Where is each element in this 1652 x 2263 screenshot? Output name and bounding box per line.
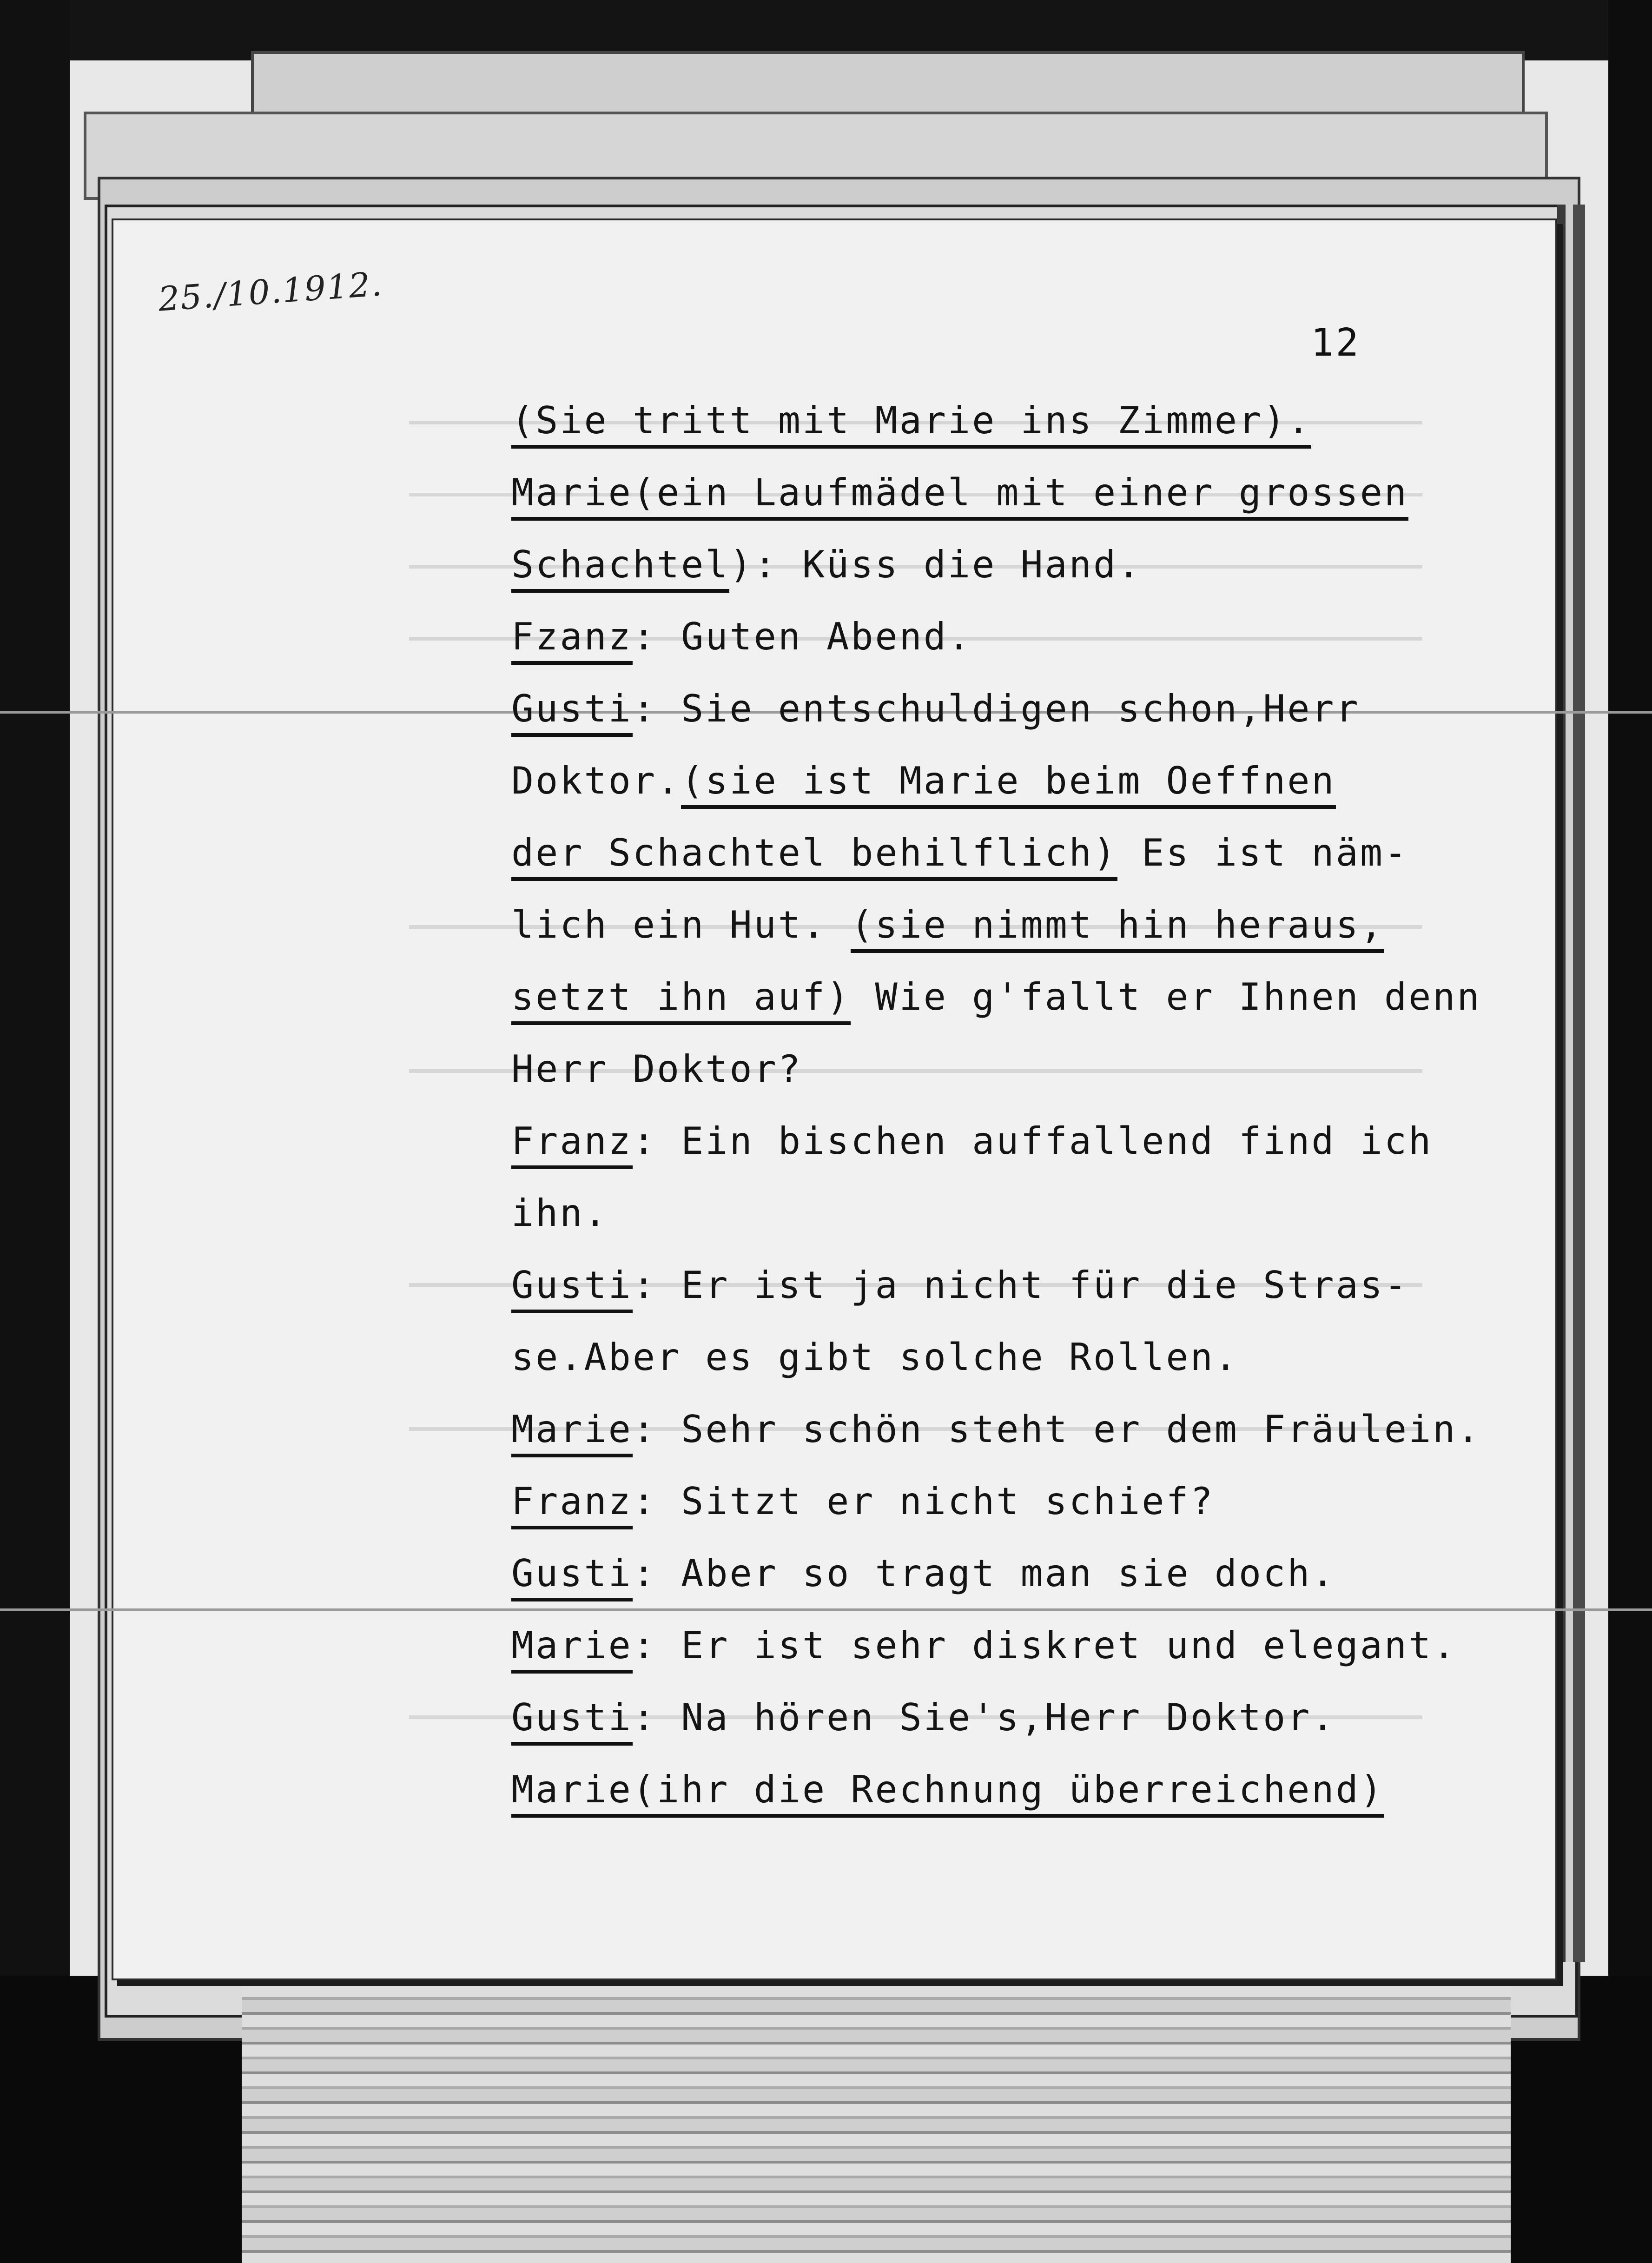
script-line-2: Marie(ein Laufmädel mit einer grossen bbox=[511, 474, 1408, 511]
script-line-11: Franz: Ein bischen auffallend find ich bbox=[511, 1123, 1433, 1160]
script-line-9: setzt ihn auf) Wie g'fallt er Ihnen denn bbox=[511, 979, 1481, 1016]
script-line-19: Gusti: Na hören Sie's,Herr Doktor. bbox=[511, 1699, 1336, 1736]
script-line-20: Marie(ihr die Rechnung überreichend) bbox=[511, 1771, 1384, 1808]
script-line-12: ihn. bbox=[511, 1191, 608, 1235]
film-border-left bbox=[0, 0, 70, 2263]
script-line-1: (Sie tritt mit Marie ins Zimmer). bbox=[511, 402, 1311, 439]
script-line-10: Herr Doktor? bbox=[511, 1047, 802, 1091]
film-line bbox=[0, 1608, 1652, 1611]
script-line-6: Doktor.(sie ist Marie beim Oeffnen bbox=[511, 762, 1336, 800]
script-line-16: Franz: Sitzt er nicht schief? bbox=[511, 1483, 1215, 1520]
script-line-18: Marie: Er ist sehr diskret und elegant. bbox=[511, 1627, 1457, 1664]
script-line-3: Schachtel): Küss die Hand. bbox=[511, 546, 1142, 583]
script-line-13: Gusti: Er ist ja nicht für die Stras- bbox=[511, 1267, 1408, 1304]
script-line-5: Gusti: Sie entschuldigen schon,Herr bbox=[511, 690, 1360, 728]
sheet-edges-right bbox=[1557, 205, 1585, 1962]
script-line-7: der Schachtel behilflich) Es ist näm- bbox=[511, 834, 1408, 872]
script-line-14: se.Aber es gibt solche Rollen. bbox=[511, 1336, 1239, 1379]
film-border-right bbox=[1608, 0, 1652, 2263]
handwritten-date: 25./10.1912. bbox=[157, 264, 384, 319]
sheet-edges-bottom bbox=[242, 1985, 1511, 2263]
page-number: 12 bbox=[1311, 321, 1361, 365]
script-line-17: Gusti: Aber so tragt man sie doch. bbox=[511, 1555, 1336, 1592]
script-line-8: lich ein Hut. (sie nimmt hin heraus, bbox=[511, 907, 1384, 944]
script-line-15: Marie: Sehr schön steht er dem Fräulein. bbox=[511, 1411, 1481, 1448]
script-line-4: Fzanz: Guten Abend. bbox=[511, 618, 972, 655]
